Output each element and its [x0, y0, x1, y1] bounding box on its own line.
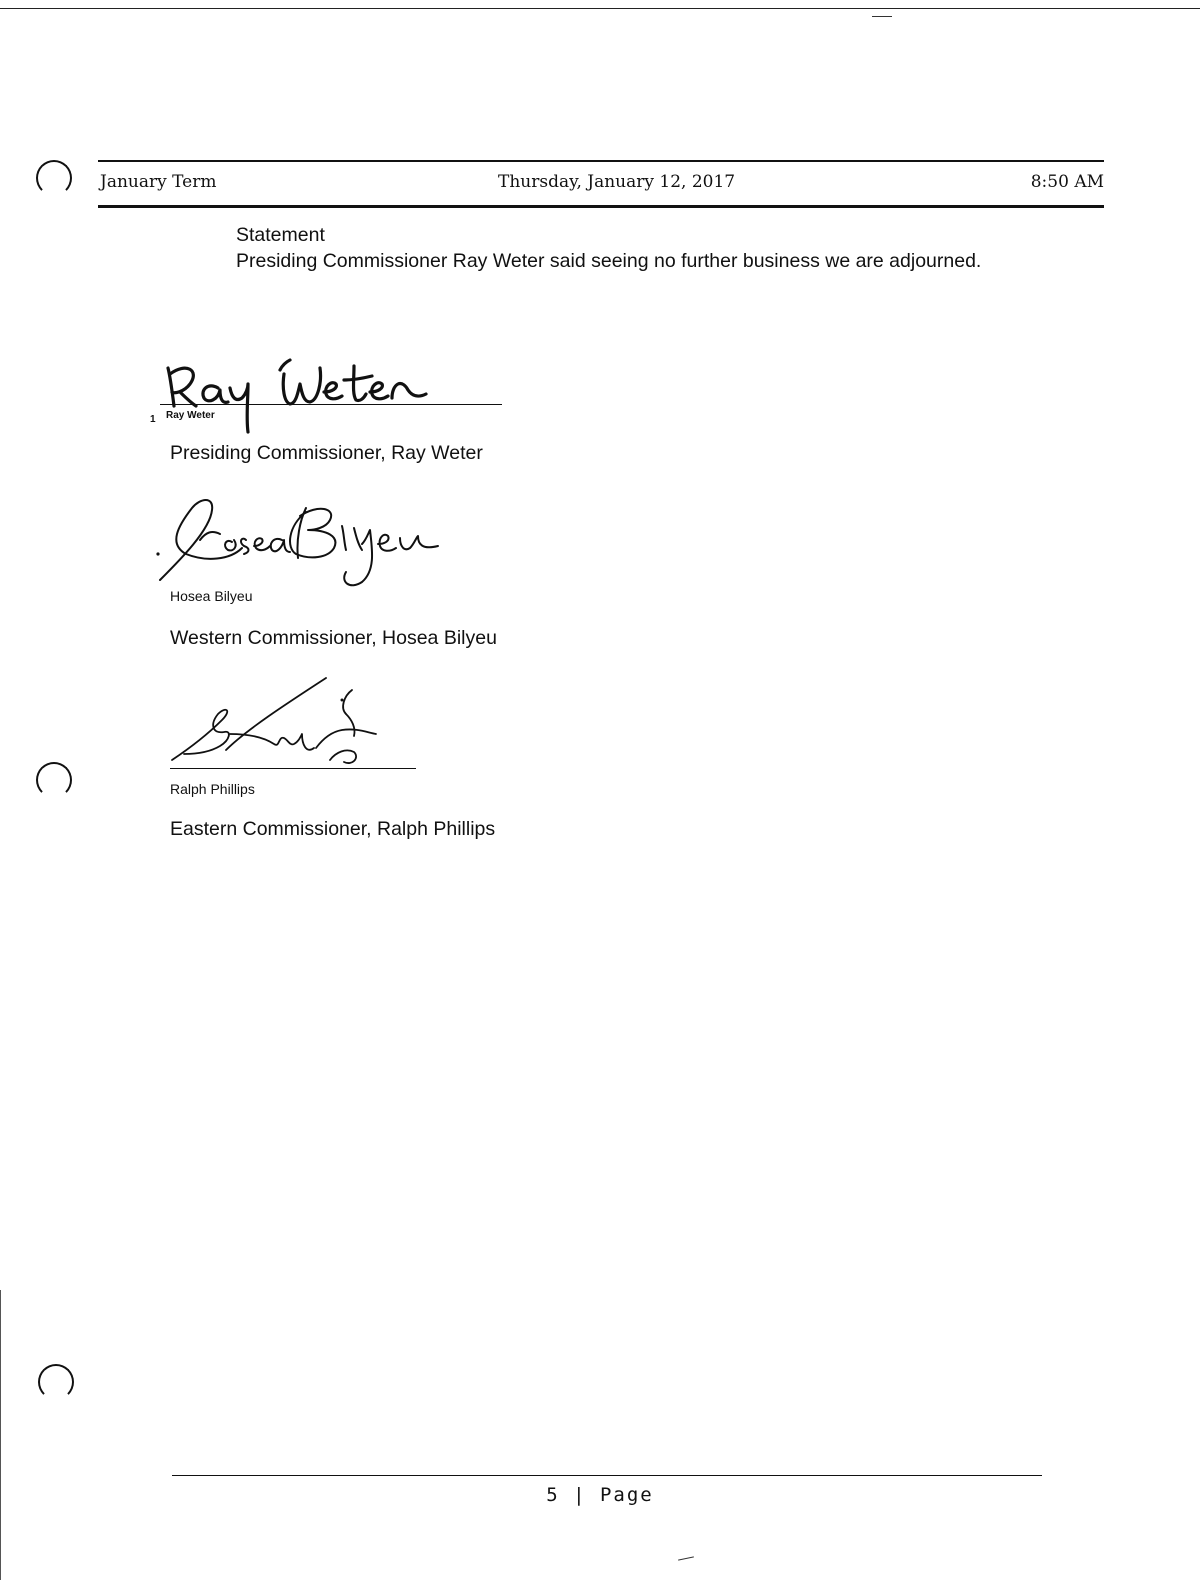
signature-ray-weter-icon: [160, 340, 450, 440]
signature-line: [160, 404, 502, 405]
scan-speck-bottom: [678, 1556, 694, 1560]
header-rule-top: [98, 160, 1104, 162]
signature-line: [170, 768, 416, 769]
scan-left-edge: [0, 1290, 1, 1580]
punch-hole-icon: [36, 160, 72, 196]
signature-hosea-bilyeu-icon: [150, 490, 450, 600]
scan-speck-top: [872, 16, 892, 17]
header-time: 8:50 AM: [1030, 172, 1104, 192]
page-number: 5 | Page: [546, 1484, 654, 1506]
signature-printed-name: Ray Weter: [166, 410, 215, 421]
header-rule-bottom: [98, 205, 1104, 208]
header-term: January Term: [100, 172, 217, 192]
signature-title: Western Commissioner, Hosea Bilyeu: [170, 627, 497, 649]
signature-printed-name: Ralph Phillips: [170, 781, 255, 797]
scan-top-edge: [0, 8, 1200, 9]
punch-hole-icon: [38, 1364, 74, 1400]
signature-printed-name: Hosea Bilyeu: [170, 588, 253, 604]
signature-title: Presiding Commissioner, Ray Weter: [170, 442, 483, 464]
header-date: Thursday, January 12, 2017: [498, 172, 736, 192]
statement-heading: Statement: [236, 224, 325, 246]
signature-title: Eastern Commissioner, Ralph Phillips: [170, 818, 496, 840]
punch-hole-icon: [36, 762, 72, 798]
footer-rule: [172, 1475, 1042, 1476]
signature-index-mark: 1: [150, 414, 156, 425]
signature-ralph-phillips-icon: [166, 674, 426, 774]
statement-text: Presiding Commissioner Ray Weter said seeing no further business we are adjourned.: [236, 250, 982, 272]
